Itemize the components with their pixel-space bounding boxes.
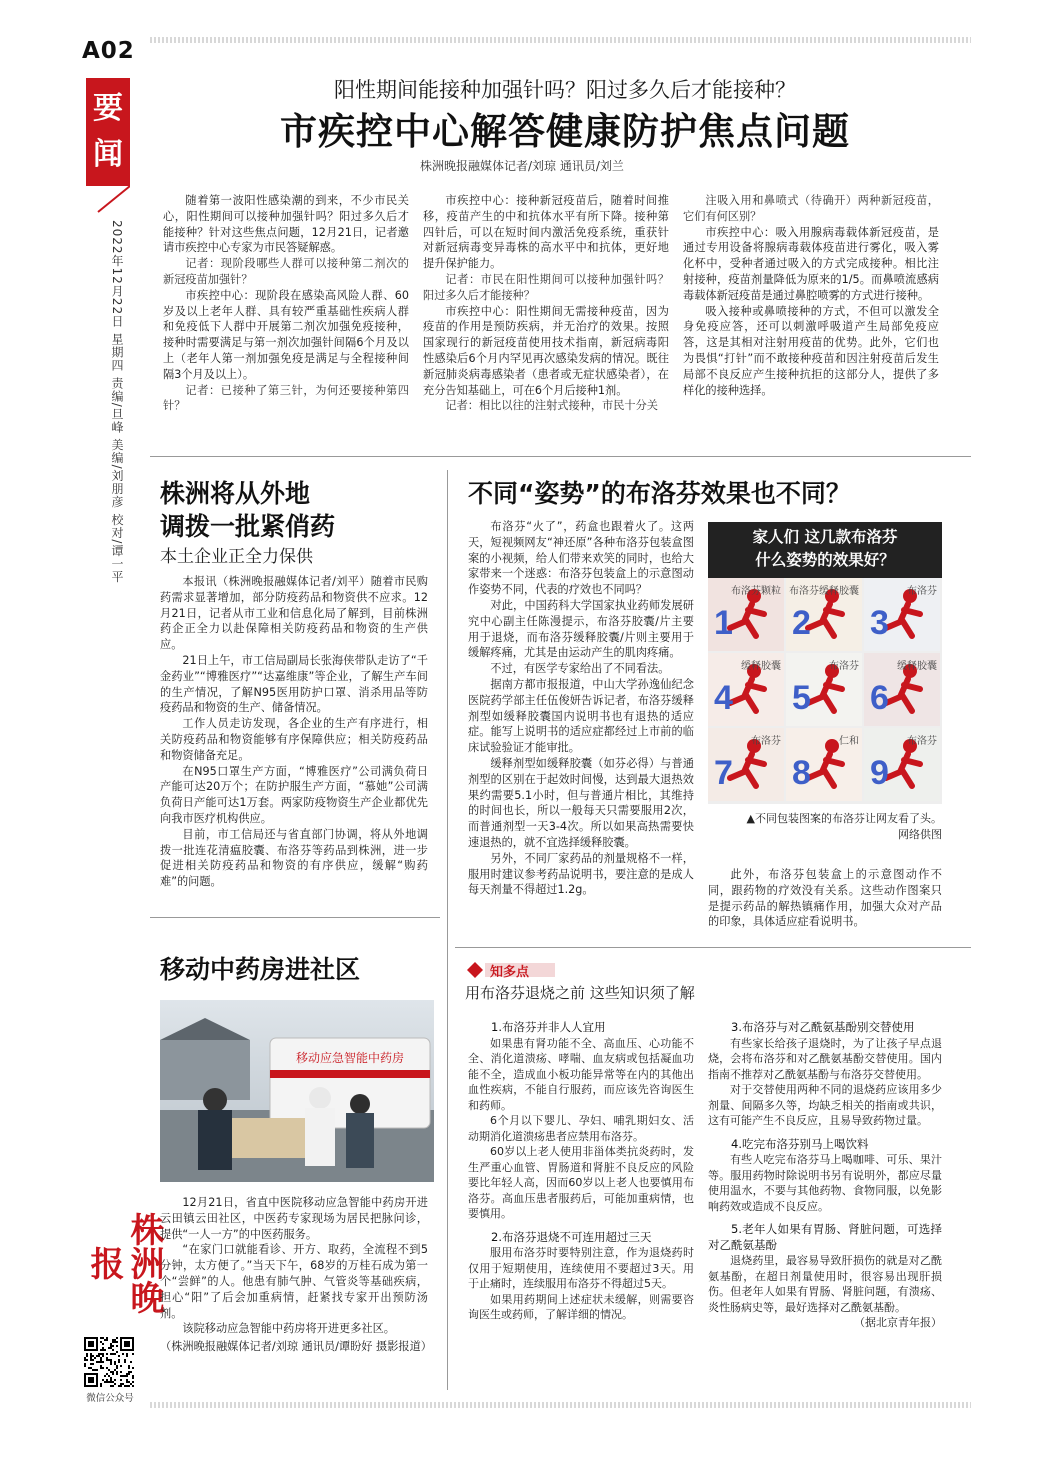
paragraph: 本报讯（株洲晚报融媒体记者/刘平）随着市民购药需求显著增加，部分防疫药品和物资供不应求。12月21日，记者从市工业和信息化局了解到，目前株洲药企正全力以赴保障相关防疫药品和物资的生产供应。 bbox=[160, 575, 428, 652]
collage-tile bbox=[708, 728, 784, 801]
tile-label: 仁和 bbox=[839, 736, 859, 747]
drugs-title-line-2: 调拨一批紧俏药 bbox=[160, 512, 336, 541]
tile-number: 6 bbox=[870, 679, 889, 717]
collage-tile bbox=[786, 728, 862, 801]
collage-tile bbox=[864, 728, 940, 801]
paragraph: 在N95口罩生产方面，“博雅医疗”公司满负荷日产能可达20万个；在防护服生产方面，“慕她”公司满负荷日产能可达1万套。两家防疫物资生产企业都优先向我市医疗机构供应。 bbox=[160, 764, 428, 825]
paragraph: “在家门口就能看诊、开方、取药，全流程不到5分钟，太方便了。”当天下午，68岁的万桂石成为第一个“尝鲜”的人。他患有肺气肿、气管炎等基础疾病，担心“阳”了后会加重病情，赶紧找专家开出预防汤剂。 bbox=[160, 1243, 428, 1320]
subheading: 2.布洛芬退烧不可连用超过三天 bbox=[491, 1229, 652, 1244]
collage-tile bbox=[786, 578, 862, 651]
subheading: 1.布洛芬并非人人宜用 bbox=[491, 1020, 606, 1034]
tile-label: 布洛芬 bbox=[907, 736, 937, 747]
tile-label: 布洛芬颗粒 bbox=[731, 586, 781, 597]
photo-vehicle-text: 移动应急智能中药房 bbox=[295, 1051, 405, 1065]
ibuprofen-body-left bbox=[468, 519, 694, 898]
drugs-body bbox=[160, 574, 428, 890]
ibuprofen-title: 不同“姿势”的布洛芬效果也不同？ bbox=[468, 479, 851, 508]
tile-number: 1 bbox=[714, 604, 733, 642]
collage-caption-line-1: ▲不同包装图案的布洛芬让网友看了头。 bbox=[746, 812, 942, 825]
brand-logo bbox=[84, 1198, 164, 1328]
ibuprofen-body-right bbox=[708, 867, 942, 930]
knowledge-tag: 知多点 bbox=[490, 965, 530, 980]
page-number: A02 bbox=[82, 38, 135, 64]
paragraph: 吸入接种或鼻喷接种的方式，不但可以激发全身免疫应答，还可以刺激呼吸道产生局部免疫应答，这是其相对注射用疫苗的优势。此外，它们也为畏惧“打针”而不敢接种疫苗和因注射疫苗后发生局部不良反应产生接种抗拒的这部分人，提供了多样化的接种选择。 bbox=[683, 304, 939, 397]
paragraph: 对于交替使用两种不同的退烧药应该用多少剂量、间隔多久等，均缺乏相关的指南或共识，这有可能产生不良反应，且易导致药物过量。 bbox=[708, 1083, 942, 1127]
paragraph: 有些家长给孩子退烧时，为了让孩子早点退烧，会将布洛芬和对乙酰氨基酚交替使用。国内指南不推荐对乙酰氨基酚与布洛芬交替使用。 bbox=[708, 1036, 942, 1081]
paragraph: 市疾控中心：接种新冠疫苗后，随着时间推移，疫苗产生的中和抗体水平有所下降。接种第四针后，可以在短时间内激活免疫系统，重获针对新冠病毒变异毒株的高水平中和抗体，更好地提升保护能力。 bbox=[423, 194, 669, 271]
collage-grid bbox=[708, 578, 942, 804]
tile-label: 布洛芬缓释胶囊 bbox=[789, 586, 859, 597]
section-label: 要闻 bbox=[86, 78, 130, 186]
tile-label: 布洛芬 bbox=[751, 736, 781, 747]
question-paragraph: 注吸入用和鼻喷式（待确开）两种新冠疫苗，它们有何区别？ bbox=[683, 194, 939, 223]
tile-label: 布洛芬 bbox=[829, 661, 859, 672]
divider-vertical bbox=[447, 470, 448, 1390]
question-paragraph: 记者：市民在阳性期间可以接种加强针吗？阳过多久后才能接种？ bbox=[423, 272, 669, 302]
paragraph: 另外，不同厂家药品的剂量规格不一样，服用时建议参考药品说明书，要注意的是成人每天剂量不得超过1.2g。 bbox=[468, 851, 694, 897]
lead-column-1 bbox=[163, 193, 409, 414]
tile-number: 3 bbox=[870, 604, 889, 642]
bottom-rule-stripe bbox=[150, 1402, 971, 1408]
collage-tile bbox=[864, 578, 940, 651]
paragraph: 12月21日，省直中医院移动应急智能中药房开进云田镇云田社区，中医药专家现场为居民把脉问诊，提供“一人一方”的中医药服务。 bbox=[160, 1196, 428, 1241]
collage-title-line-2: 什么姿势的效果好？ bbox=[755, 551, 895, 569]
paragraph: 市疾控中心：吸入用腺病毒载体新冠疫苗，是通过专用设备将腺病毒载体疫苗进行雾化，吸入雾化杯中，受种者通过吸入的方式完成接种。相比注射接种，疫苗剂量降低为原来的1/5。而鼻喷流感病毒载体新冠疫苗是通过鼻腔喷雾的方式进行接种。 bbox=[683, 225, 939, 302]
subheading: 3.布洛芬与对乙酰氨基酚别交替使用 bbox=[731, 1020, 915, 1034]
collage-title-line-1: 家人们 这几款布洛芬 bbox=[752, 528, 898, 546]
qr-label: 微信公众号 bbox=[86, 1393, 134, 1404]
paragraph: 退烧药里，最容易导致肝损伤的就是对乙酰氨基酚，在超日剂量使用时，很容易出现肝损伤。但老年人如果有胃肠、肾脏问题，有溃疡、炎性肠病史等，最好选择对乙酰氨基酚。 bbox=[708, 1254, 942, 1314]
tile-label: 布洛芬 bbox=[907, 586, 937, 597]
question-paragraph: 记者：现阶段哪些人群可以接种第二剂次的新冠疫苗加强针？ bbox=[163, 257, 409, 286]
lead-column-2 bbox=[423, 193, 669, 414]
question-paragraph: 记者：相比以往的注射式接种，市民十分关 bbox=[445, 399, 658, 413]
divider-left bbox=[150, 917, 440, 918]
knowledge-title: 用布洛芬退烧之前 这些知识须了解 bbox=[465, 984, 695, 1002]
top-rule-stripe bbox=[150, 37, 971, 43]
paragraph: 据南方都市报报道，中山大学孙逸仙纪念医院药学部主任伍俊妍告诉记者，布洛芬缓释剂型如缓释胶囊国内说明书也有退热的适应症。能写上说明书的适应症都经过上市前的临床试验验证才能审批。 bbox=[468, 677, 694, 755]
paragraph: 不过，有医学专家给出了不同看法。 bbox=[490, 662, 670, 676]
drugs-title-line-1: 株洲将从外地 bbox=[160, 479, 311, 508]
collage-tile bbox=[708, 578, 784, 651]
knowledge-column-right bbox=[708, 1020, 942, 1331]
paragraph: 如果患有肾功能不全、高血压、心功能不全、消化道溃疡、哮喘、血友病或包括凝血功能不全，造成血小板功能异常等在内的其他出血性疾病，不能自行服药，而应该先咨询医生和药师。 bbox=[468, 1036, 694, 1112]
qr-code[interactable] bbox=[84, 1337, 134, 1387]
paragraph: 市疾控中心：现阶段在感染高风险人群、60岁及以上老年人群、具有较严重基础性疾病人群和免疫低下人群中开展第二剂次加强免疫接种，接种时需要满足与第一剂次加强针间隔6个月及以上（老年人第一剂加强免疫是满足与全程接种间隔3个月及以上）。 bbox=[163, 288, 409, 381]
tile-number: 8 bbox=[792, 754, 811, 792]
ibuprofen-paragraph-right: 此外，布洛芬包装盒上的示意图动作不同，跟药物的疗效没有关系。这些动作图案只是提示药品的解热镇痛作用，加强大众对产品的印象，具体适应症看说明书。 bbox=[708, 868, 942, 929]
pharmacy-photo bbox=[160, 1000, 434, 1182]
paragraph: 21日上午，市工信局副局长张海侠带队走访了“千金药业”“博雅医疗”“达嘉维康”等企业，了解生产车间的生产情况，了解N95医用防护口罩、消杀用品等防疫药品和物资的生产、储备情况。 bbox=[160, 653, 428, 715]
paragraph: 随着第一波阳性感染潮的到来，不少市民关心，阳性期间可以接种加强针吗？阳过多久后才能接种？针对这些焦点问题，12月21日，记者邀请市疾控中心专家为市民答疑解惑。 bbox=[163, 194, 409, 255]
dateline: 2022年12月22日 星期四 责编/旦峰 美编/刘朋彦 校对/谭一平 bbox=[110, 220, 124, 584]
tile-number: 7 bbox=[714, 754, 733, 792]
paragraph: 如果用药期间上述症状未缓解，则需要咨询医生或药师，了解详细的情况。 bbox=[468, 1292, 694, 1321]
paragraph: 60岁以上老人使用非甾体类抗炎药时，发生严重心血管、胃肠道和肾脏不良反应的风险要比年轻人高，因而60岁以上老人也要慎用布洛芬。高血压患者服药后，可能加重病情，也要慎用。 bbox=[468, 1145, 694, 1220]
paragraph: 该院移动应急智能中药房将开进更多社区。 bbox=[182, 1322, 395, 1336]
subheading: 5.老年人如果有胃肠、肾脏问题，可选择对乙酰氨基酚 bbox=[708, 1222, 942, 1252]
tile-number: 5 bbox=[792, 679, 811, 717]
source-note: （据北京青年报） bbox=[854, 1316, 942, 1329]
tile-number: 4 bbox=[714, 679, 733, 717]
section-slash-decoration bbox=[96, 184, 130, 214]
tile-number: 9 bbox=[870, 754, 889, 792]
paragraph: 缓释剂型如缓释胶囊（如芬必得）与普通剂型的区别在于起效时间慢，达到最大退热效果约需要5.1小时，但与普通片相比，其维持的时间也长，所以一般每天只需要服用2次，而普通剂型一天3-4次。所以如果高热需要快速退热的，就不宜选择缓释胶囊。 bbox=[468, 756, 694, 849]
pharmacy-photo-art bbox=[160, 1000, 434, 1182]
knowledge-column-left bbox=[468, 1020, 694, 1323]
paragraph: 6个月以下婴儿、孕妇、哺乳期妇女、活动期消化道溃疡患者应禁用布洛芬。 bbox=[468, 1114, 694, 1143]
collage-tile bbox=[864, 653, 940, 726]
pharmacy-body bbox=[160, 1195, 428, 1337]
paragraph: 市疾控中心：阳性期间无需接种疫苗，因为疫苗的作用是预防疾病，并无治疗的效果。按照国家现行的新冠疫苗使用技术指南，新冠病毒阳性感染后6个月内罕见再次感染发病的情况。既往新冠肺炎病毒感染者（患者或无症状感染者），在充分告知基础上，可在6个月后接种1剂。 bbox=[423, 304, 669, 397]
divider-right bbox=[455, 947, 971, 948]
collage-title bbox=[708, 522, 942, 578]
paragraph: 有些人吃完布洛芬马上喝咖啡、可乐、果汁等。服用药物时除说明书另有说明外，都应尽量使用温水，不要与其他药物、食物同服，以免影响药效或造成不良反应。 bbox=[708, 1153, 942, 1213]
subheading: 4.吃完布洛芬别马上喝饮料 bbox=[731, 1136, 869, 1151]
pharmacy-byline: （株洲晚报融媒体记者/刘琼 通讯员/谭盼好 摄影报道） bbox=[160, 1340, 432, 1353]
paragraph: 工作人员走访发现，各企业的生产有序进行，相关防疫药品和物资能够有序保障供应；相关防疫药品和物资储备充足。 bbox=[160, 717, 428, 762]
paragraph: 目前，市工信局还与省直部门协调，将从外地调拨一批连花清瘟胶囊、布洛芬等药品到株洲，进一步促进相关防疫药品和物资的有序供应，缓解“购药难”的问题。 bbox=[160, 827, 428, 889]
question-paragraph: 记者：已接种了第三针，为何还要接种第四针？ bbox=[163, 383, 409, 413]
tile-number: 2 bbox=[792, 604, 811, 642]
brand-text: 株洲晚报 bbox=[84, 1212, 164, 1314]
paragraph: 服用布洛芬时要特别注意，作为退烧药时仅用于短期使用，连续使用不要超过3天。用于止痛时，连续服用布洛芬不得超过5天。 bbox=[468, 1246, 694, 1290]
lead-byline: 株洲晚报融媒体记者/刘琼 通讯员/刘兰 bbox=[420, 159, 624, 173]
pharmacy-title: 移动中药房进社区 bbox=[160, 955, 361, 984]
collage-tile bbox=[786, 653, 862, 726]
tile-label: 缓释胶囊 bbox=[897, 661, 937, 672]
tile-label: 缓释胶囊 bbox=[741, 661, 781, 672]
drugs-title bbox=[160, 477, 335, 543]
lead-title: 市疾控中心解答健康防护焦点问题 bbox=[280, 110, 850, 153]
collage-tile bbox=[708, 653, 784, 726]
divider-lead bbox=[150, 456, 971, 457]
collage-caption bbox=[708, 811, 942, 843]
drugs-subtitle: 本土企业正全力保供 bbox=[160, 547, 313, 567]
paragraph: 布洛芬“火了”，药盒也跟着火了。这两天，短视频网友“神还原”各种布洛芬包装盒图案的小视频，给人们带来欢笑的同时，也给大家带来一个迷惑：布洛芬包装盒上的示意图动作姿势不同，代表的疗效也不同吗？ bbox=[468, 520, 694, 597]
lead-column-3 bbox=[683, 193, 939, 398]
paragraph: 对此，中国药科大学国家执业药师发展研究中心副主任陈漫提示，布洛芬胶囊/片主要用于退烧，而布洛芬缓释胶囊/片则主要用于缓解疼痛，尤其是由运动产生的肌肉疼痛。 bbox=[468, 598, 694, 660]
collage-caption-line-2: 网络供图 bbox=[898, 828, 942, 841]
lead-subtitle: 阳性期间能接种加强针吗？阳过多久后才能接种？ bbox=[334, 78, 796, 102]
ibuprofen-collage bbox=[708, 522, 942, 804]
